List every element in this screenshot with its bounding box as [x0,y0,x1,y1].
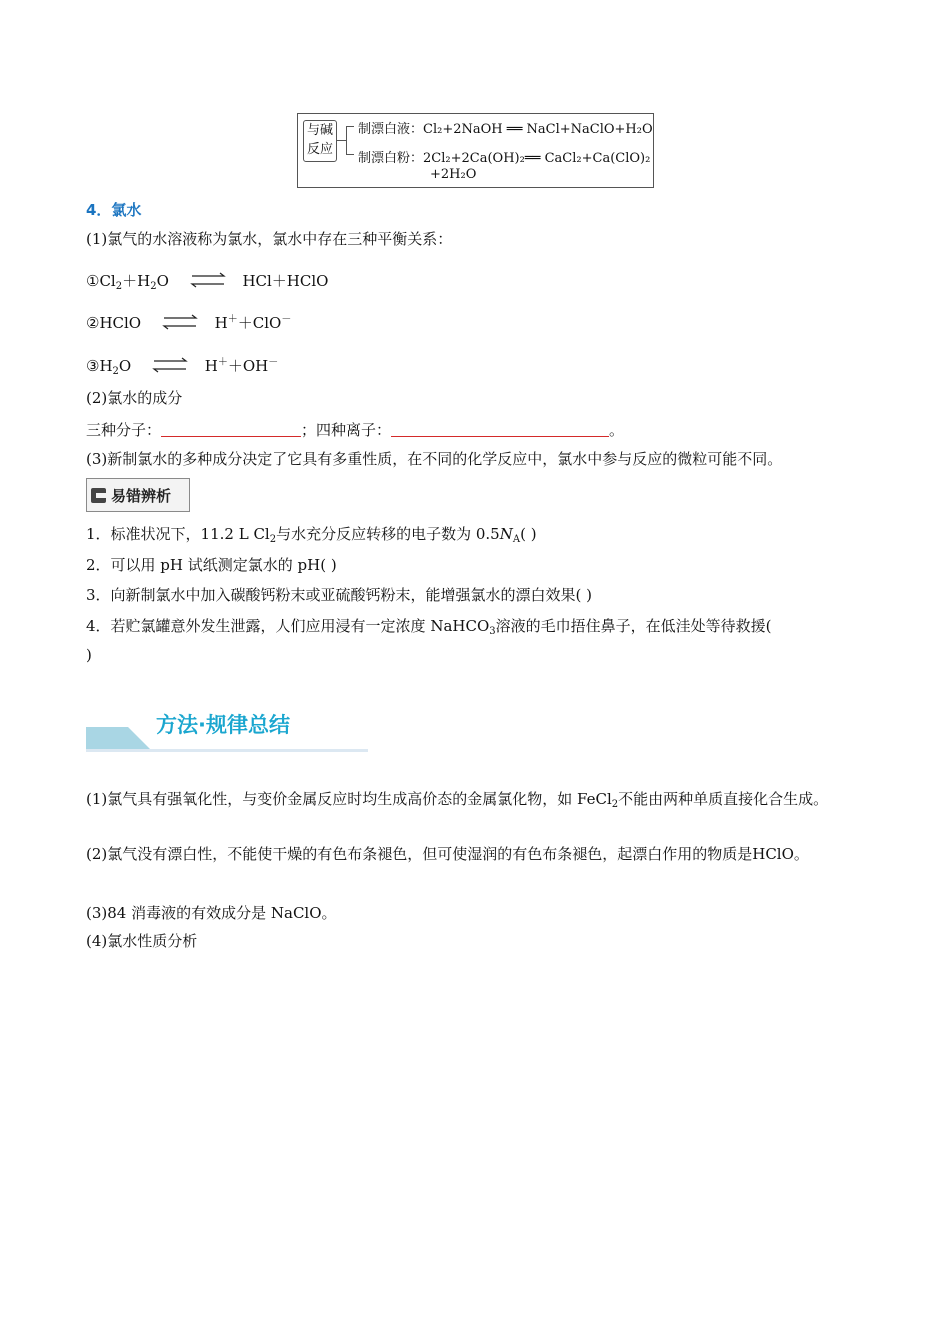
error-question-2: 2．可以用 pH 试纸测定氯水的 pH( ) [86,556,337,574]
reversible-arrow-icon [188,272,228,292]
molecules-answer-blank[interactable] [161,420,301,437]
equilibrium-3: $③H_2O$ H＋＋OH－ [86,357,279,377]
reversible-arrow-icon [160,314,200,334]
reaction-box [297,113,654,188]
section-heading-chlorine-water: 4．氯水 [86,201,142,219]
method-summary-banner [86,705,368,753]
method-point-1: (1)氯气具有强氧化性，与变价金属反应时均生成高价态的金属氯化物，如 FeCl$_2$不能由两种单质直接化合生成。 [86,790,829,810]
bleach-liquid-equation: Cl₂+2NaOH ══ NaCl+NaClO+H₂O [423,122,653,137]
bleach-powder-equation-cont: +2H₂O [430,167,477,182]
paragraph-components: (2)氯水的成分 [86,389,183,407]
reaction-tag [303,120,337,162]
fill-in-components: 三种分子： ；四种离子： 。 [86,421,625,439]
error-question-4-cont: ) [86,646,92,664]
badge-e-icon [91,488,106,503]
bleach-powder-equation: 2Cl₂+2Ca(OH)₂══ CaCl₂+Ca(ClO)₂ [423,151,651,166]
error-question-4: 4．若贮氯罐意外发生泄露，人们应用浸有一定浓度 NaHCO$_3$溶液的毛巾捂住鼻子，在低洼处等待救援( [86,617,772,637]
bleach-liquid-row [358,118,653,137]
tag-line2: 反应 [306,142,333,157]
method-point-4: (4)氯水性质分析 [86,932,198,950]
bleach-liquid-label: 制漂白液： [358,122,424,137]
equilibrium-1: $①Cl_2+H_2O$ HCl＋HClO [86,272,329,292]
bleach-powder-row [358,147,650,166]
bleach-powder-label: 制漂白粉： [358,151,424,166]
paragraph-properties: (3)新制氯水的多种成分决定了它具有多重性质，在不同的化学反应中，氯水中参与反应的微粒可能不同。 [86,450,783,468]
error-question-3: 3．向新制氯水中加入碳酸钙粉末或亚硫酸钙粉末，能增强氯水的漂白效果( ) [86,586,593,604]
equilibrium-2: ②HClO H＋＋ClO－ [86,314,292,332]
error-question-1: 1．标准状况下，11.2 L $Cl_2$与水充分反应转移的电子数为 $0.5N_A$( ) [86,525,537,545]
ions-answer-blank[interactable] [391,420,609,437]
method-summary-title: 方法·规律总结 [156,713,290,737]
paragraph-equilibria-intro: (1)氯气的水溶液称为氯水，氯水中存在三种平衡关系： [86,230,453,248]
reversible-arrow-icon [150,357,190,377]
common-errors-badge: 易错辨析 [86,478,190,512]
method-point-3: (3)84 消毒液的有效成分是 NaClO。 [86,904,337,922]
method-point-2: (2)氯气没有漂白性，不能使干燥的有色布条褪色，但可使湿润的有色布条褪色，起漂白作用的物质是HClO。 [86,845,809,863]
tag-line1: 与碱 [306,123,333,138]
